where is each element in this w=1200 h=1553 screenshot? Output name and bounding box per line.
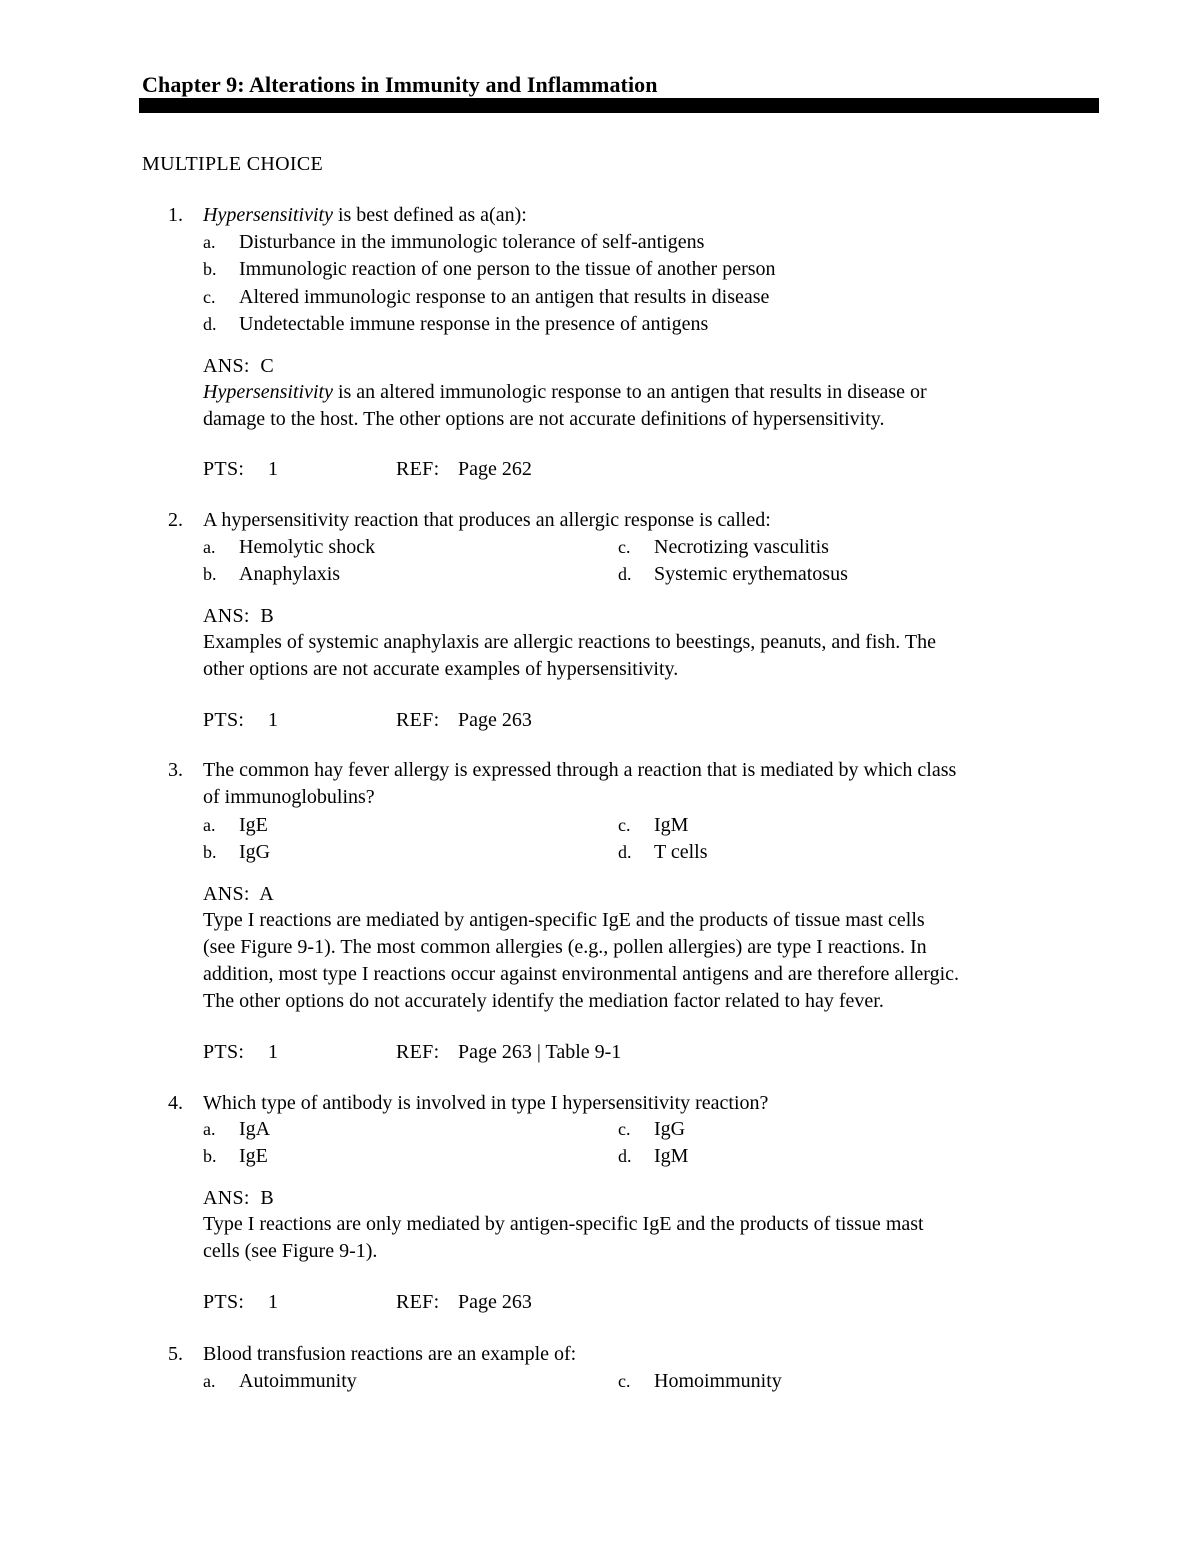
option-letter: a.	[203, 537, 216, 557]
ref-label: REF:	[396, 458, 440, 480]
option-text: IgG	[654, 1118, 686, 1140]
stem-rest: is best defined as a(an):	[332, 204, 527, 226]
option-text: Undetectable immune response in the presence of antigens	[239, 313, 709, 335]
option-letter: b.	[203, 564, 217, 584]
rationale-line: Examples of systemic anaphylaxis are allergic reactions to beestings, peanuts, and fish. The	[203, 631, 936, 653]
option-letter: b.	[203, 842, 217, 862]
rationale-line: The other options do not accurately identify the mediation factor related to hay fever.	[203, 990, 884, 1012]
option-text: IgM	[654, 814, 689, 836]
question-stem: Which type of antibody is involved in type I hypersensitivity reaction?	[203, 1092, 769, 1114]
answer-value: B	[260, 605, 275, 627]
pts-value: 1	[268, 709, 278, 731]
ref-value: Page 263 | Table 9-1	[458, 1041, 622, 1063]
ref-label: REF:	[396, 1291, 440, 1313]
rationale-line: damage to the host. The other options are not accurate definitions of hypersensitivity.	[203, 408, 885, 430]
option-letter: d.	[618, 1146, 632, 1166]
option-text: Homoimmunity	[654, 1370, 782, 1392]
question-number: 5.	[168, 1343, 183, 1365]
option-text: IgM	[654, 1145, 689, 1167]
answer-value: C	[260, 355, 275, 377]
pts-label: PTS:	[203, 458, 245, 480]
option-letter: a.	[203, 1371, 216, 1391]
option-letter: a.	[203, 232, 216, 252]
pts-label: PTS:	[203, 709, 245, 731]
rationale-line: Hypersensitivity is an altered immunologic response to an antigen that results in disease or	[203, 381, 927, 403]
option-text: Systemic erythematosus	[654, 563, 848, 585]
rationale-line: Type I reactions are only mediated by antigen-specific IgE and the products of tissue mast	[203, 1213, 924, 1235]
option-text: Anaphylaxis	[239, 563, 341, 585]
question-stem: A hypersensitivity reaction that produces an allergic response is called:	[203, 509, 771, 531]
rationale-line: Type I reactions are mediated by antigen-specific IgE and the products of tissue mast cells	[203, 909, 925, 931]
option-letter: d.	[618, 842, 632, 862]
rationale-line: other options are not accurate examples of hypersensitivity.	[203, 658, 679, 680]
ref-label: REF:	[396, 1041, 440, 1063]
answer-line	[203, 881, 274, 908]
option-letter: b.	[203, 1146, 217, 1166]
answer-label: ANS:	[203, 355, 250, 377]
option-letter: a.	[203, 1119, 216, 1139]
answer-line	[203, 1185, 274, 1212]
option-text: Necrotizing vasculitis	[654, 536, 829, 558]
rationale-line: (see Figure 9-1). The most common allergies (e.g., pollen allergies) are type I reactions. In	[203, 936, 927, 958]
pts-value: 1	[268, 1041, 278, 1063]
option-text: Immunologic reaction of one person to the tissue of another person	[239, 258, 776, 280]
pts-label: PTS:	[203, 1291, 245, 1313]
question-stem: The common hay fever allergy is expressed through a reaction that is mediated by which class	[203, 759, 957, 781]
stem-italic: Hypersensitivity	[203, 204, 333, 226]
option-letter: c.	[618, 537, 631, 557]
option-text: Altered immunologic response to an antigen that results in disease	[239, 286, 770, 308]
option-text: Hemolytic shock	[239, 536, 376, 558]
option-letter: c.	[203, 287, 216, 307]
answer-label: ANS:	[203, 883, 250, 905]
rationale-line: cells (see Figure 9-1).	[203, 1240, 378, 1262]
ref-label: REF:	[396, 709, 440, 731]
rationale-line: addition, most type I reactions occur against environmental antigens and are therefore allergic.	[203, 963, 960, 985]
answer-label: ANS:	[203, 1187, 250, 1209]
question-stem: of immunoglobulins?	[203, 786, 375, 808]
ref-value: Page 262	[458, 458, 532, 480]
option-letter: c.	[618, 1371, 631, 1391]
option-text: Disturbance in the immunologic tolerance of self-antigens	[239, 231, 705, 253]
option-letter: a.	[203, 815, 216, 835]
question-number: 3.	[168, 759, 183, 781]
option-letter: c.	[618, 815, 631, 835]
ref-value: Page 263	[458, 1291, 532, 1313]
option-letter: c.	[618, 1119, 631, 1139]
answer-line	[203, 603, 274, 630]
question-number: 1.	[168, 204, 183, 226]
option-text: IgE	[239, 814, 268, 836]
rationale-italic: Hypersensitivity	[203, 381, 333, 403]
option-letter: b.	[203, 259, 217, 279]
option-letter: d.	[203, 314, 217, 334]
pts-label: PTS:	[203, 1041, 245, 1063]
question-number: 2.	[168, 509, 183, 531]
answer-value: B	[260, 1187, 275, 1209]
pts-value: 1	[268, 1291, 278, 1313]
chapter-title: Chapter 9: Alterations in Immunity and Inflammation	[142, 72, 658, 97]
option-text: IgA	[239, 1118, 271, 1140]
option-text: IgG	[239, 841, 271, 863]
question-stem: Blood transfusion reactions are an example of:	[203, 1343, 577, 1365]
option-text: IgE	[239, 1145, 268, 1167]
option-letter: d.	[618, 564, 632, 584]
title-rule	[139, 98, 1099, 113]
answer-line	[203, 353, 274, 380]
section-heading: MULTIPLE CHOICE	[142, 153, 323, 175]
pts-value: 1	[268, 458, 278, 480]
option-text: Autoimmunity	[239, 1370, 357, 1392]
question-number: 4.	[168, 1092, 183, 1114]
answer-label: ANS:	[203, 605, 250, 627]
option-text: T cells	[654, 841, 708, 863]
question-stem	[203, 202, 527, 229]
answer-value: A	[259, 883, 275, 905]
ref-value: Page 263	[458, 709, 532, 731]
